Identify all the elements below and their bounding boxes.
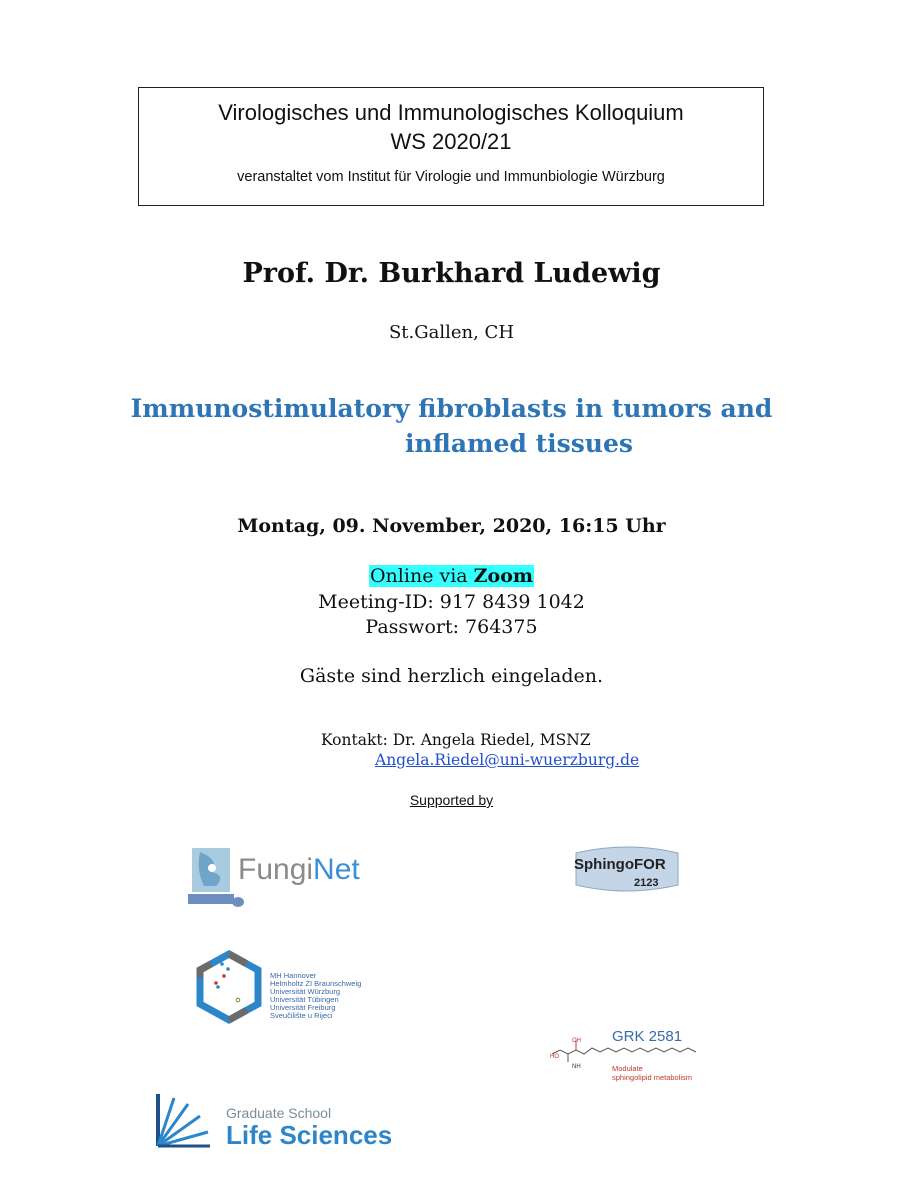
online-info bbox=[0, 565, 903, 587]
institution-item: Helmholtz ZI Braunschweig bbox=[270, 979, 362, 988]
online-prefix: Online via bbox=[369, 565, 468, 587]
institution-item: MH Hannover bbox=[270, 971, 317, 980]
meeting-id: Meeting-ID: 917 8439 1042 bbox=[318, 591, 585, 613]
talk-title-line1: Immunostimulatory fibroblasts in tumors and bbox=[130, 394, 773, 423]
graduate-school-line2: Life Sciences bbox=[226, 1120, 393, 1150]
funginet-part1: Fungi bbox=[238, 853, 314, 886]
institution-item: Sveučilište u Rijeci bbox=[270, 1011, 333, 1020]
funginet-logo-icon bbox=[186, 846, 246, 912]
talk-date: Montag, 09. November, 2020, 16:15 Uhr bbox=[237, 515, 666, 537]
meeting-password: Passwort: 764375 bbox=[365, 616, 538, 638]
colloquium-header-box bbox=[138, 87, 764, 206]
graduate-school-rays-icon bbox=[152, 1092, 212, 1150]
zoom-label: Zoom bbox=[473, 565, 533, 587]
online-highlight bbox=[369, 565, 534, 587]
contact-label: Kontakt: Dr. Angela Riedel, MSNZ bbox=[321, 731, 591, 749]
organizer: veranstaltet vom Institut für Virologie und Immunbiologie Würzburg bbox=[237, 169, 665, 185]
sphingofor-number: 2123 bbox=[634, 877, 659, 889]
colloquium-title: Virologisches und Immunologisches Kolloquium bbox=[218, 100, 684, 125]
svg-text:HO: HO bbox=[550, 1054, 559, 1060]
guests-invitation: Gäste sind herzlich eingeladen. bbox=[299, 665, 604, 687]
hexagon-consortium-icon bbox=[194, 950, 264, 1024]
grk-subtitle1: Modulate bbox=[612, 1064, 643, 1073]
semester: WS 2020/21 bbox=[390, 129, 512, 154]
sphingofor-title: SphingoFOR bbox=[574, 856, 666, 873]
supported-by-label: Supported by bbox=[409, 792, 494, 808]
funginet-logo-text bbox=[238, 853, 360, 887]
institution-item: Universität Freiburg bbox=[270, 1003, 336, 1012]
speaker-name: Prof. Dr. Burkhard Ludewig bbox=[242, 258, 661, 289]
institution-item: Universität Würzburg bbox=[270, 987, 341, 996]
grk-title: GRK 2581 bbox=[612, 1028, 683, 1045]
svg-text:NH: NH bbox=[572, 1064, 581, 1070]
contact-email-link[interactable]: Angela.Riedel@uni-wuerzburg.de bbox=[375, 751, 640, 769]
talk-title-line2: inflamed tissues bbox=[405, 429, 633, 458]
svg-text:OH: OH bbox=[572, 1038, 581, 1044]
speaker-location: St.Gallen, CH bbox=[388, 322, 515, 343]
institution-item: Universität Tübingen bbox=[270, 995, 339, 1004]
funginet-part2: Net bbox=[313, 853, 360, 886]
grk-subtitle2: sphingolipid metabolism bbox=[612, 1073, 693, 1082]
graduate-school-line1: Graduate School bbox=[226, 1105, 332, 1121]
